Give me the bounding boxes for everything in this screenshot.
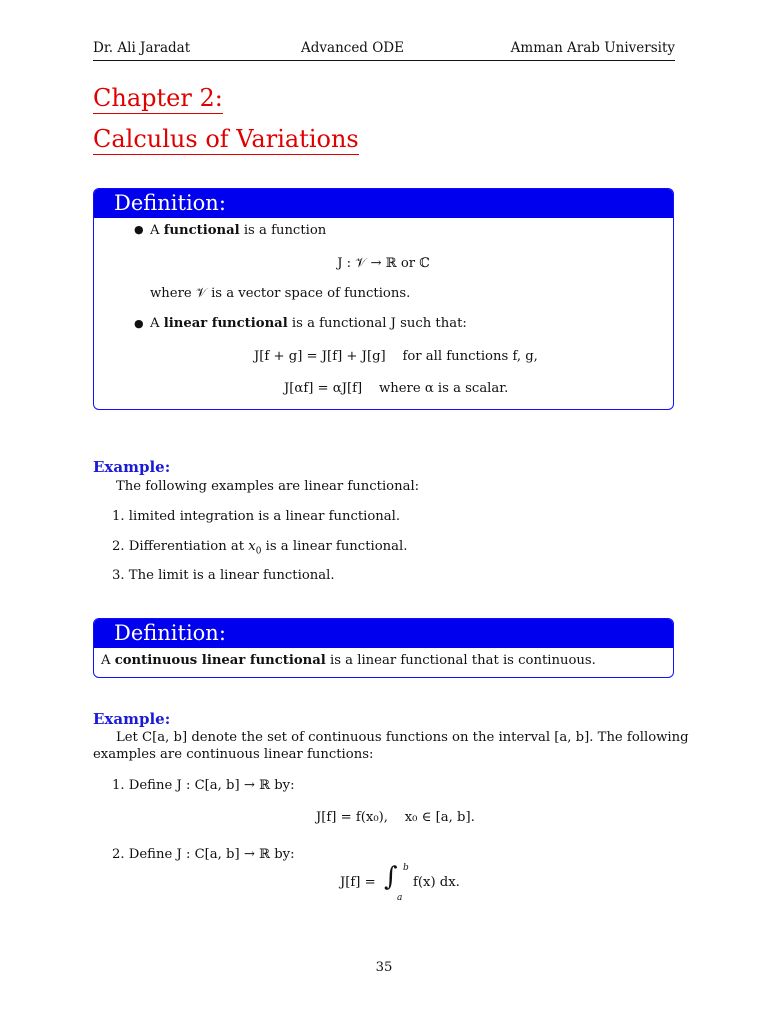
header-university: Amman Arab University [510,40,675,56]
header-author: Dr. Ali Jaradat [93,40,191,56]
equation-additivity: J[f + g] = J[f] + J[g] for all functions f, g, [254,349,538,364]
list-item: 2. Define J : C[a, b] → ℝ by: [112,847,295,862]
bullet-icon: ● [134,223,144,236]
definition-heading: Definition: [94,189,673,218]
definition-box-1 [93,188,674,410]
example-intro-line-2: examples are continuous linear functions: [93,747,374,762]
definition-box-2 [93,618,674,678]
example-heading: Example: [93,458,171,476]
definition-heading: Definition: [94,619,673,648]
example-intro-line-1: Let C[a, b] denote the set of continuous functions on the interval [a, b]. The following [116,730,689,745]
header-course: Advanced ODE [301,40,404,56]
integral-lower-limit: a [397,893,403,903]
integral-sign-icon: ∫ [384,862,398,892]
example-intro: The following examples are linear functional: [116,479,420,494]
definition-continuous-linear-functional: A continuous linear functional is a linear functional that is continuous. [101,653,596,668]
page-header [93,40,675,61]
list-item: 1. limited integration is a linear functional. [112,509,401,524]
equation-homogeneity: J[αf] = αJ[f] where α is a scalar. [284,381,509,396]
definition-functional: A functional is a function [150,223,327,238]
chapter-number: Chapter 2: [93,84,223,112]
list-item: 3. The limit is a linear functional. [112,568,335,583]
list-item: 2. Differentiation at $x_0$ is a linear functional. [112,539,408,557]
equation-evaluation-functional: J[f] = f(x₀), x₀ ∈ [a, b]. [316,810,475,825]
page-number: 35 [375,960,393,975]
integral-upper-limit: b [403,863,409,873]
equation-integral-functional: J[f] = ∫ b a f(x) dx. [340,862,460,903]
definition-linear-functional: A linear functional is a functional J such that: [150,316,467,331]
chapter-title: Calculus of Variations [93,125,359,153]
example-heading: Example: [93,710,171,728]
list-item: 1. Define J : C[a, b] → ℝ by: [112,778,295,793]
vector-space-note: where 𝒱 is a vector space of functions. [150,286,411,301]
bullet-icon: ● [134,317,144,330]
equation-functional-map: J : 𝒱 → ℝ or ℂ [337,256,430,271]
